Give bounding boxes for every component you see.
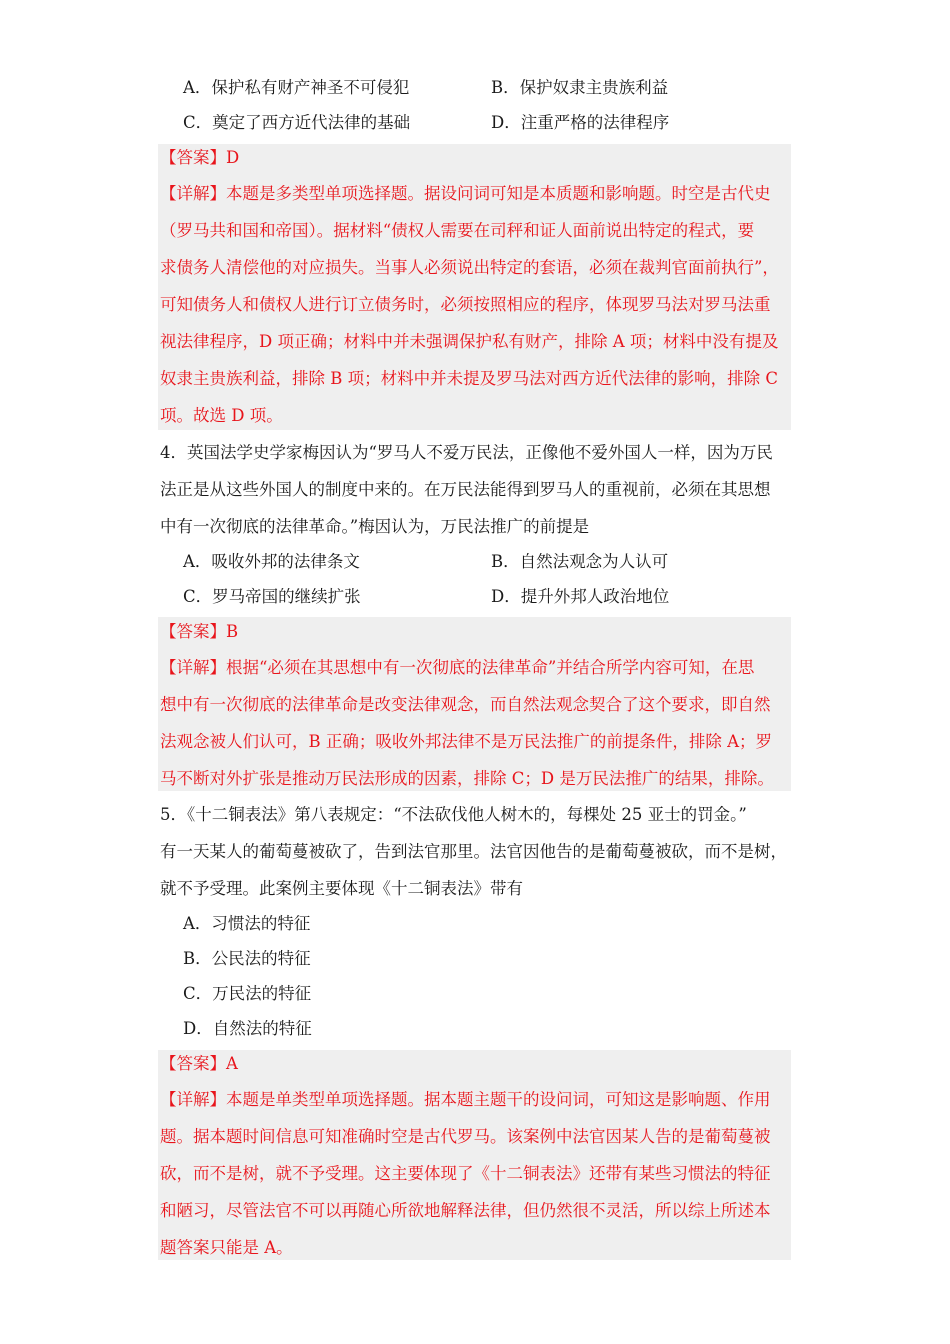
q4-stem-line: 法正是从这些外国人的制度中来的。在万民法能得到罗马人的重视前，必须在其思想 [160, 480, 771, 499]
q4-option-b[interactable]: B．自然法观念为人认可 [491, 552, 669, 571]
q5-stem-line: 就不予受理。此案例主要体现《十二铜表法》带有 [160, 879, 523, 898]
q5-stem-line: 5．《十二铜表法》第八表规定：“不法砍伐他人树木的，每棵处 25 亚士的罚金。” [160, 805, 747, 824]
q3-explanation-line: 项。故选 D 项。 [160, 406, 283, 425]
q5-explanation-line: 题答案只能是 A。 [160, 1238, 293, 1257]
q5-option-d[interactable]: D．自然法的特征 [183, 1019, 312, 1038]
q4-option-d[interactable]: D．提升外邦人政治地位 [491, 587, 670, 606]
q3-option-a[interactable]: A．保护私有财产神圣不可侵犯 [183, 78, 410, 97]
q4-explanation-line: 马不断对外扩张是推动万民法形成的因素，排除 C；D 是万民法推广的结果，排除。 [160, 769, 774, 788]
q4-stem-line: 中有一次彻底的法律革命。”梅因认为，万民法推广的前提是 [160, 517, 590, 536]
q4-explanation-line: 【详解】根据“必须在其思想中有一次彻底的法律革命”并结合所学内容可知，在思 [160, 658, 755, 677]
q3-explanation-line: 可知债务人和债权人进行订立债务时，必须按照相应的程序，体现罗马法对罗马法重 [160, 295, 771, 314]
q5-stem-line: 有一天某人的葡萄蔓被砍了，告到法官那里。法官因他告的是葡萄蔓被砍，而不是树， [160, 842, 787, 861]
q4-answer: 【答案】B [160, 622, 239, 641]
q5-explanation-line: 和陋习，尽管法官不可以再随心所欲地解释法律，但仍然很不灵活，所以综上所述本 [160, 1201, 771, 1220]
q3-option-b[interactable]: B．保护奴隶主贵族利益 [491, 78, 669, 97]
q3-explanation-line: 求债务人清偿他的对应损失。当事人必须说出特定的套语，必须在裁判官面前执行”， [160, 258, 779, 277]
q5-option-b[interactable]: B．公民法的特征 [183, 949, 311, 968]
q4-option-c[interactable]: C．罗马帝国的继续扩张 [183, 587, 361, 606]
q5-answer: 【答案】A [160, 1054, 238, 1073]
q3-option-d[interactable]: D．注重严格的法律程序 [491, 113, 670, 132]
q5-option-a[interactable]: A．习惯法的特征 [183, 914, 311, 933]
q3-answer: 【答案】D [160, 148, 240, 167]
q4-explanation-line: 想中有一次彻底的法律革命是改变法律观念，而自然法观念契合了这个要求，即自然 [160, 695, 771, 714]
q4-explanation-line: 法观念被人们认可，B 正确；吸收外邦法律不是万民法推广的前提条件，排除 A；罗 [160, 732, 773, 751]
q3-explanation-line: 【详解】本题是多类型单项选择题。据设问词可知是本质题和影响题。时空是古代史 [160, 184, 771, 203]
q3-explanation-line: 视法律程序，D 项正确；材料中并未强调保护私有财产，排除 A 项；材料中没有提及 [160, 332, 779, 351]
q3-explanation-line: 奴隶主贵族利益，排除 B 项；材料中并未提及罗马法对西方近代法律的影响，排除 C [160, 369, 778, 388]
q5-explanation-line: 题。据本题时间信息可知准确时空是古代罗马。该案例中法官因某人告的是葡萄蔓被 [160, 1127, 771, 1146]
q5-option-c[interactable]: C．万民法的特征 [183, 984, 312, 1003]
q4-stem-line: 4．英国法学史学家梅因认为“罗马人不爱万民法，正像他不爱外国人一样，因为万民 [160, 443, 773, 462]
q5-explanation-line: 【详解】本题是单类型单项选择题。据本题主题干的设问词，可知这是影响题、作用 [160, 1090, 771, 1109]
q3-explanation-line: （罗马共和国和帝国）。据材料“债权人需要在司秤和证人面前说出特定的程式，要 [160, 221, 755, 240]
q4-option-a[interactable]: A．吸收外邦的法律条文 [183, 552, 360, 571]
q5-answer-box [158, 1050, 791, 1260]
q5-explanation-line: 砍，而不是树，就不予受理。这主要体现了《十二铜表法》还带有某些习惯法的特征 [160, 1164, 771, 1183]
q3-option-c[interactable]: C．奠定了西方近代法律的基础 [183, 113, 411, 132]
